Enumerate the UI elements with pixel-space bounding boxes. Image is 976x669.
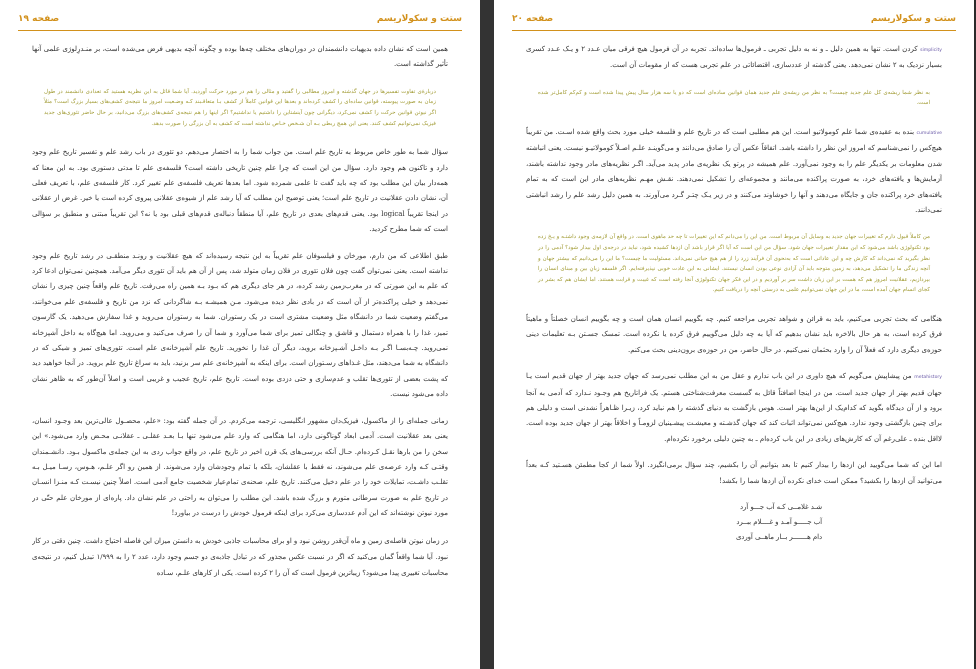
- page-number: صفحه ۱۹: [18, 14, 60, 24]
- book-title: ستت و سکولاریسم: [870, 14, 956, 24]
- page-19: [0, 0, 480, 669]
- page-header: [18, 14, 462, 28]
- paragraph: همین است که نشان داده بدیهیات دانشمندان در دوران‌های مختلف چه‌ها بوده و چگونه آنچه بدیهی فرض می‌شده است، بر منـدرِلوژی علمی آنها تأثیر گذاشته است.: [32, 45, 448, 69]
- paragraph: [526, 125, 942, 218]
- paragraph: [526, 42, 942, 74]
- paragraph: طبق اطلاعی که من دارم، مورخان و فیلسوفان علم تقریباً به این نتیجه رسیده‌اند که هیچ عقلانیت و رونـد منطقـی در رشد تاریخ علم وجود نداشته است. یعنی نمی‌توان گفت چون فلان تئوری در فلان زمان متولد شد، پس از آن هم باید آن تئوری دیگر می‌آمد. همچنین نمی‌توان ادعا کرد که علم به این صورتی که در مغرب‌زمین رشد کرده، در هر جای دیگری هم که بـود بـه همین راه می‌رفت. تاریخ علم واقعاً چنین چیزی را نشان نمی‌دهد و خیلی پراکنده‌تر از آن است که در بادی نظر دیده می‌شود. مـن همیشـه بـه شاگردانی که نزد من تاریخ و فلسفه‌ی علم می‌خوانند، می‌گفتم وضعیت شما در دانشگاه مثل وضعیت مشتری است در یک رستوران. شما به رستوران می‌روید و غذا سفارش می‌دهید. یک گارسون تمیز، غذا را با همراه دستمال و قاشق و چنگالی تمیز برای شما می‌آورد و شما آن را صرف می‌کنید و می‌روید. اما هیچ‌گاه به داخل آشپزخانه نمی‌روید. چـه‌بسـا اگـر بـه داخـل آشـپزخانه بروید، دیگر آن غذا را نخورید. تاریخ علم آشپزخانه‌ی علم است. تئوری‌های تمیز و شیکی که در دانشگاه به شما می‌دهند، مثل غـذاهای رسـتوران است. برای اینکه به آشپزخانه‌ی علم سر بزنید، باید به سراغ تاریخ علم بروید. در آنجا خواهید دید که پشت بعضی از تئوری‌ها تقلب و عدم‌سازی و حتی دزدی بوده است. تاریخ علم، تاریخ عجیب و غریبی است و اصلاً آن‌طور که به ظاهر نشان داده می‌شود نیست.: [32, 251, 448, 399]
- page-gutter: [480, 0, 494, 669]
- poem-line: آب جـــــو آمـد و غــــلام ببــرد: [736, 518, 822, 527]
- paragraph: در زمان نیوتن فاصله‌ی زمین و ماه آن‌قدر روشن نبود و او برای محاسبات جاذبی خودش به دانستن میزان این فاصله احتیاج داشت. چنین دقتی در کار نبود. آیا شما واقعاً گمان می‌کنید که اگر در نسبت عکس مجذور که در تبادل جاذبه‌ی دو جسم وجود دارد، عدد ۲ را به ۱/۹۹۹ تبدیل کنیم، در نتیجه‌ی محاسبات تغییری پیدا می‌شود؟ زیباترین فرمول است که آن را ۲ کرده است. یکی از کارهای علـم، سـاده: [32, 536, 448, 577]
- poem-line: دام هـــــــر بــار ماهــی آوردی: [735, 533, 822, 542]
- question-block: به نظر شما ریشه‌ی کل علم جدید چیست؟ به نظر من ریشه‌ی علم جدید همان قوانین ساده‌ای است که دو یا سه هزار سال پیش پیدا شده است و کم‌کم کامل‌تر شده است.: [538, 89, 930, 107]
- page-20: [494, 0, 974, 669]
- inline-term: simplicity: [920, 48, 942, 53]
- page-number: صفحه ۲۰: [512, 14, 554, 24]
- inline-term: metahistory: [914, 375, 942, 381]
- page-header: [512, 14, 956, 28]
- page-body: [526, 42, 942, 663]
- question-block: دربارۀی تفاوت تفسیرها در جهان گذشته و امروز مطالبی را گفتید و مثالی را هم در مورد حرکت آوردید. آیا شما قائل به این نظریه هستید که تعداد‌ی دانشمند در طول زمان به صورت پیوسته، قوانین ساده‌ای را کشف کرده‌اند و بعدها این قوانین کاملاً از کشف بـا متعاقـبند کـه وضـعیت امروز ما نتیجه‌ی کشف‌های بسیار بزرگ است؟ مثلاً اگر نیوتن قوانین حرکت را کشف نمی‌کرد، دیگرانی چون آینشتاین را داشتیم یا نداشتیم؟ اگر اینها را هم نتیجه‌ی کشف‌های بزرگ می‌دانید، بر حال حاضر تئوری‌های جدید فیزیک نمی‌توانیم کشف کنند. یعنی این همچ ربطی بـه آن شـخص خـاص نداشته است که کشف به آن بزرگی را صورت بدهد.: [44, 88, 436, 127]
- page-body: [32, 42, 448, 663]
- poem-line: شـد غلامــی کـه آب جـــو آرد: [740, 503, 822, 512]
- header-divider: [18, 30, 462, 31]
- paragraph-text: کردن است. تنها به همین دلیل ـ و نه به دلیل تجربی ـ فرمول‌ها ساده‌اند. تجربه در آن فرمول هیچ فرقی میان عـدد ۲ و یـک عـدد کسری بسیار نزدیک به ۲ نشان نمی‌دهد. یعنی گذشته از عددسازی، اقتضائاتی در علم تجربی هست که از مقومات آن است.: [526, 45, 942, 70]
- paragraph-text: من پیشاپیش می‌گویم که هیچ داوری در این باب ندارم و عقل من به این مطلب نمی‌رسد که جهان جدید بهتر از جهان قدیم است یـا جهان قدیم بهتر از جهان جدید است. من در اینجا اضافتاً قائل به گسست معرفت‌شناختی هستم. یک فراتاریخ هم وجـود نـدارد که آدمی به آنجا برود و از آن دیدگاه بگوید که کدام‌یک از این‌ها بهتر است. هوس بازگشت به دنیای گذشته را هم نباید کرد، زیـرا ظـاهراً نشدنی است و دلیلی هم برای چنین بازگشتی وجود ندارد. هیچ‌کس نمی‌تواند اثبات کند که جهان گذشـته و معیشـت پیشـینیان لزومـاً و اخلاقاً بهتر از جهان جدید بوده است. لااقل بنده ـ علی‌رغم آن که کارش‌های زیادی در این باب کرده‌ام ـ به چنین دلیلی برخورد نکرده‌ام.: [526, 372, 942, 443]
- paragraph: [526, 369, 942, 447]
- paragraph: سؤال شما به طور خاص مربوط به تاریخ علم است. من جواب شما را به اختصار می‌دهم. دو تئوری در باب رشد علم و تفسیر تاریخ علم وجود دارد و تاکنون هم وجود دارد. سؤال من این است که چرا علم چنین تاریخی داشته است؟ فلسفه‌ی علم تا مدتی دستوری بود. به این معنا که همه‌دار بیان این مطلب بود که چه باید گفت تا علمی شمرده شود. اما بعدها تعریف فلسفه‌ی علم تغییر کرد. کار فلسفه‌ی علم، با تعریف فعلی آن، نشان دادن عقلانیت در تاریخ علم است؛ یعنی توضیح این مطلب که آیا رشد علم از شیوه‌ی عقلانی پیروی کرده است یا خیر. غرض از عقلانی در اینجا تقریباً logical بود. یعنی قدم‌های بعدی در تاریخ علم، آیا منطقاً دنباله‌ی قدم‌های قبلی بود یا نه؟ این تقریباً مبتنی و منطبق بر سؤالی است که شما مطرح کردید.: [32, 148, 448, 234]
- paragraph: هنگامی که بحث تجربی می‌کنیم، باید به قرائن و شواهد تجربی مراجعه کنیم. چه بگوییم انسان همان است و چه بگوییم انسان خصلتاً و ماهیتاً فرق کرده است، به هر حال بالاخره باید نشان بدهیم که آیا به چه دلیل می‌گوییم فرق کرده یا نکرده است. تمسک جسـتن بـه تعلیمات دینی حوزه‌ی دیگری دارد که فعلاً آن را وارد بحثمان نمی‌کنیم. در حال حاضر، من در حوزه‌ی برون‌دینی بحث می‌کنم.: [526, 315, 942, 354]
- question-block: من کاملاً قبول دارم که تغییرات جهان جدید به وسایل آن مربوط است. من این را می‌دانم که این تغییرات تا چه حد ماهوی است. در واقع آن لازمه‌ی وجود داشتـه و یـخ زده بود تکنولوژی باشد می‌شود که این مقدار تغییرات جهان شود. سؤال من این است که آیا اگر قرار باشد آن ازدها کشیده شود، نباید در درجه‌ی اول بیدار شود؟ آدمی را در نظر بگیرید که نمی‌داند که کارش چه و این عاداتی است که به‌نحوی آن فرآیند زرد را از هم هیچ حیاتی نمی‌داند. مسئولیت ما چیست؟ ما این را می‌دانیم که بیشتر جهان و آنچه زندگی ما را تشکیل می‌دهد، به زمین متوجه باید آن آزادی نوعی بودن انسان نیستند. ایشانی به این عادت خوبی نپذیرفته‌ایم. اگر فلسفه زبانِ بین و مبنای انسان را بپردازیم، عقلانیت امروز هم که هست بر این زبان داشت سر بر آوردیم و در این فکر جهان تکنولوژی آنجا رفته است که غیبت و قرابت هستند. اما ایشان هم که بشر در کجای اتسام جهان آمده است، ما در این جهان نمی‌توانیم علمی به درستی آنچه را دریافت کنیم.: [538, 234, 930, 294]
- poem: [526, 500, 822, 545]
- header-divider: [512, 30, 956, 31]
- book-title: ستت و سکولاریسم: [376, 14, 462, 24]
- paragraph: اما این که شما می‌گویید این ازدها را بیدار کنیم تا بعد بتوانیم آن را بکشیم، چند سؤال برمی‌انگیزد. اولاً شما از کجا مطمئن هسـتید کـه بعداً می‌توانید آن ازدها را بکشید؟ ممکن است خدای نکرده آن ازدها شما را بکشد!: [526, 461, 942, 485]
- inline-term: cumulative: [916, 131, 942, 136]
- paragraph-text: بنده به عقیده‌ی شما علم کومولاتیو است. این هم مطلبی است که در تاریخ علم و فلسفه خیلی مورد بحث واقع شده اسـت. من تقریباً هیچ‌کس را نمی‌شناسم که امروز این نظر را داشته باشد. اتفاقاً عکس آن را صادق می‌دانند و می‌گوینـد علـم اصـلاً کومولاتیـو نیست. یعنی انباشته شدن معلومات بر یکدیگر علم را به وجود نمی‌آورد. علم همیشه در پرتو یک نظریه‌ی مادر پدید می‌آید. اگـر نظریه‌های مادر وجود نداشته باشند، آزمایش‌ها و یافته‌های خرد، به صورت پراکنده می‌مانند و مجموعه‌ای را تشکیل نمی‌دهند. نقـش مهـم نظریه‌های مادر این است که به تمام یافته‌های خرد پراکنده جان و جایگاه می‌دهند و آنها را خوشاوند می‌کنند و در زیر یـک چتـر گـرد می‌آورند. به همین دلیل رشد علم را رشد انباشتی نمی‌دانند.: [526, 128, 942, 215]
- paragraph: زمانی جمله‌ای را از ماکسول، فیزیک‌دان مشهور انگلیسی، ترجمه می‌کردم. در آن جمله گفته بود: «علم، محصـول عالی‌ترین بعد وجـود انسان، یعنی بعد عقلانیت است. آدمی ابعاد گوناگونی دارد، اما هنگامی که وارد علم می‌شود تنها بـا بعـد عقلـی ـ عقلانـی محـض وارد می‌شود.» این سخن را من بارها نقـل کـرده‌ام. حـال آنکه بررسی‌های یک قرن اخیر در تاریخ علم، در واقع جواب ردی به این جمله‌ی ماکسول بـود. دانشـمندان وقتـی کـه وارد عرصه‌ی علم می‌شوند، نه فقط با عقلشان، بلکه با تمام وجودشان وارد می‌شوند. از همین رو اگر علـم، هـوس، رسـا میـل بـه تقلـب داشـت، تمایلات خود را در علم دخیل می‌کنند. تاریخ علم، صحنه‌ی تمام‌عیار شخصیت جامع آدمی است. اصلاً چنین نیسـت کـه منـزا انسـان در تاریخ علم به صورت سرطانی متورم و بزرگ شده باشد. این مطلب را می‌توان به راحتی در علم نشان داد. پاره‌ای از مورخان علم حتّی در مورد نیوتن نوشته‌اند که این آدم عددسازی می‌کرد برای اینکه فرمول خودش را درست در بیاورد!: [32, 416, 448, 518]
